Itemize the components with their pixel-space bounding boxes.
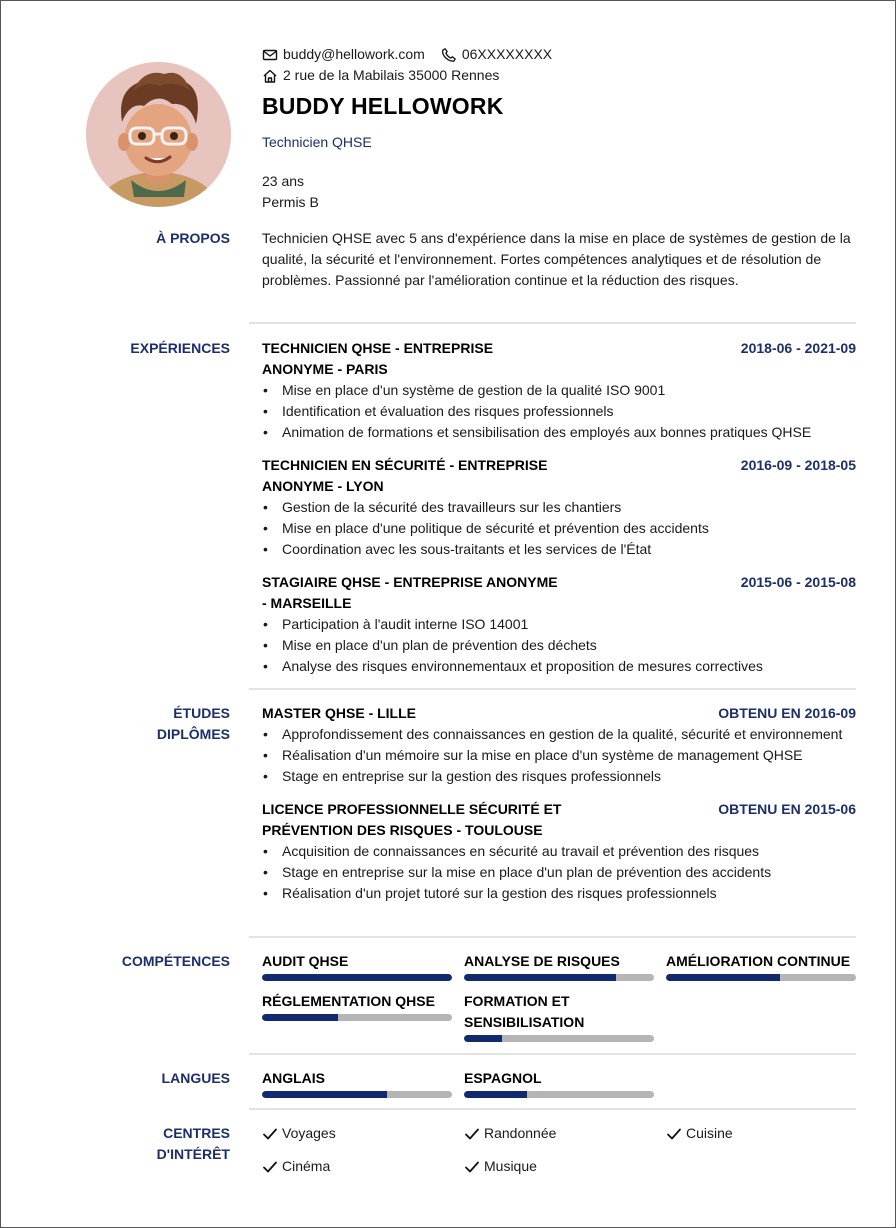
language-level-bar: [262, 1091, 452, 1098]
check-icon: [262, 1126, 278, 1142]
check-icon: [464, 1159, 480, 1175]
skills-label: COMPÉTENCES: [121, 953, 230, 969]
avatar-illustration: [86, 62, 231, 207]
check-icon: [262, 1159, 278, 1175]
section-divider: [249, 1108, 856, 1110]
experience-dates: 2018-06 - 2021-09: [740, 340, 856, 356]
experience-title: TECHNICIEN EN SÉCURITÉ - ENTREPRISE ANONYME - LYON: [262, 457, 548, 494]
section-divider: [249, 936, 856, 938]
interest-item: [262, 1123, 464, 1144]
skill-name: ANALYSE DE RISQUES: [464, 953, 620, 969]
skills-grid: [262, 951, 856, 1042]
education-title: LICENCE PROFESSIONNELLE SÉCURITÉ ET PRÉVENTION DES RISQUES - TOULOUSE: [262, 801, 562, 838]
experience-list: [262, 338, 856, 689]
language-level-fill: [464, 1091, 527, 1098]
bullet-item: • Approfondissement des connaissances en gestion de la qualité, sécurité et environnement: [262, 724, 856, 745]
interest-item: [464, 1123, 666, 1144]
address-text: 2 rue de la Mabilais 35000 Rennes: [283, 67, 500, 83]
phone-icon: [441, 47, 457, 63]
license-text: Permis B: [262, 194, 319, 210]
experience-dates: 2015-06 - 2015-08: [740, 574, 856, 590]
skill-level-fill: [262, 1014, 338, 1021]
language-level-fill: [262, 1091, 387, 1098]
bullet-item: • Mise en place d'un système de gestion de la qualité ISO 9001: [262, 380, 856, 401]
section-divider: [249, 322, 856, 324]
experience-entry: [262, 572, 856, 677]
experience-title: STAGIAIRE QHSE - ENTREPRISE ANONYME - MARSEILLE: [262, 574, 558, 611]
skill-item: [464, 991, 654, 1042]
experience-entry: [262, 338, 856, 443]
education-dates: OBTENU EN 2016-09: [718, 705, 856, 721]
about-text: Technicien QHSE avec 5 ans d'expérience dans la mise en place de systèmes de gestion de la qualité, la sécurité et l'environnement. Fortes compétences analytiques et de résolution de problèmes. Passionné par l'amélioration continue et la réduction des risques.: [262, 230, 851, 288]
bullet-item: • Participation à l'audit interne ISO 14001: [262, 614, 856, 635]
education-label-line1: ÉTUDES: [173, 705, 230, 721]
skill-level-fill: [464, 1035, 502, 1042]
interest-label: Randonnée: [484, 1125, 557, 1141]
skill-level-fill: [262, 974, 452, 981]
interests-label-line1: CENTRES: [163, 1125, 230, 1141]
language-name: ANGLAIS: [262, 1070, 325, 1086]
interests-grid: [262, 1123, 856, 1177]
interests-label: [101, 1123, 230, 1165]
education-entry: [262, 799, 856, 904]
bullet-item: • Coordination avec les sous-traitants et les services de l'État: [262, 539, 856, 560]
bullet-item: • Mise en place d'un plan de prévention des déchets: [262, 635, 856, 656]
skill-level-bar: [464, 974, 654, 981]
email-text[interactable]: buddy@hellowork.com: [283, 46, 425, 62]
check-icon: [666, 1126, 682, 1142]
skill-level-bar: [464, 1035, 654, 1042]
experience-title: TECHNICIEN QHSE - ENTREPRISE ANONYME - PARIS: [262, 340, 494, 377]
language-name: ESPAGNOL: [464, 1070, 542, 1086]
resume-header: [1, 1, 896, 221]
phone-text[interactable]: 06XXXXXXXX: [461, 46, 553, 62]
skill-name: AUDIT QHSE: [262, 953, 349, 969]
bullet-item: • Analyse des risques environnementaux et proposition de mesures correctives: [262, 656, 856, 677]
age-text: 23 ans: [262, 173, 305, 189]
education-bullets: [262, 724, 856, 787]
mail-icon: [262, 47, 278, 63]
home-icon: [262, 68, 278, 84]
bullet-item: • Mise en place d'une politique de sécurité et prévention des accidents: [262, 518, 856, 539]
skill-item: [262, 951, 452, 981]
skill-item: [262, 991, 452, 1042]
experience-label: EXPÉRIENCES: [130, 340, 230, 356]
interest-item: [666, 1123, 856, 1144]
experience-bullets: [262, 380, 856, 443]
skill-name: RÉGLEMENTATION QHSE: [262, 993, 435, 1009]
languages-label: LANGUES: [161, 1070, 230, 1086]
interest-label: Voyages: [282, 1125, 336, 1141]
education-label-line2: DIPLÔMES: [156, 726, 230, 742]
bullet-item: • Réalisation d'un projet tutoré sur la gestion des risques professionnels: [262, 883, 856, 904]
language-item: [464, 1068, 654, 1098]
language-item: [262, 1068, 452, 1098]
about-label: À PROPOS: [156, 230, 230, 246]
skill-item: [464, 951, 654, 981]
education-bullets: [262, 841, 856, 904]
check-icon: [464, 1126, 480, 1142]
bullet-item: • Acquisition de connaissances en sécurité au travail et prévention des risques: [262, 841, 856, 862]
education-dates: OBTENU EN 2015-06: [718, 801, 856, 817]
experience-dates: 2016-09 - 2018-05: [740, 457, 856, 473]
bullet-item: • Gestion de la sécurité des travailleurs sur les chantiers: [262, 497, 856, 518]
personal-info: [262, 171, 319, 213]
skill-level-fill: [464, 974, 616, 981]
languages-grid: [262, 1068, 856, 1098]
avatar: [86, 62, 231, 207]
bullet-item: • Réalisation d'un mémoire sur la mise en place d'un système de management QHSE: [262, 745, 856, 766]
education-entry: [262, 703, 856, 787]
section-divider: [249, 1053, 856, 1055]
interest-item: [262, 1156, 464, 1177]
candidate-name: BUDDY HELLOWORK: [262, 93, 504, 119]
interest-label: Cuisine: [686, 1125, 733, 1141]
education-list: [262, 703, 856, 916]
interest-label: Cinéma: [282, 1158, 331, 1174]
education-title: MASTER QHSE - LILLE: [262, 705, 416, 721]
interests-label-line2: D'INTÉRÊT: [156, 1146, 230, 1162]
experience-entry: [262, 455, 856, 560]
skill-item: [666, 951, 856, 981]
bullet-item: • Stage en entreprise sur la mise en place d'un plan de prévention des accidents: [262, 862, 856, 883]
skill-name: AMÉLIORATION CONTINUE: [666, 953, 851, 969]
bullet-item: • Stage en entreprise sur la gestion des risques professionnels: [262, 766, 856, 787]
education-label: [101, 703, 230, 745]
skill-level-bar: [666, 974, 856, 981]
experience-bullets: [262, 497, 856, 560]
experience-bullets: [262, 614, 856, 677]
bullet-item: • Identification et évaluation des risques professionnels: [262, 401, 856, 422]
skill-level-bar: [262, 974, 452, 981]
language-level-bar: [464, 1091, 654, 1098]
skill-name: FORMATION ET SENSIBILISATION: [464, 993, 585, 1030]
skill-level-fill: [666, 974, 780, 981]
contact-block: [262, 44, 552, 86]
section-divider: [249, 688, 856, 690]
interest-item: [464, 1156, 666, 1177]
bullet-item: • Animation de formations et sensibilisation des employés aux bonnes pratiques QHSE: [262, 422, 856, 443]
skill-level-bar: [262, 1014, 452, 1021]
interest-label: Musique: [484, 1158, 537, 1174]
job-title: Technicien QHSE: [262, 134, 372, 150]
